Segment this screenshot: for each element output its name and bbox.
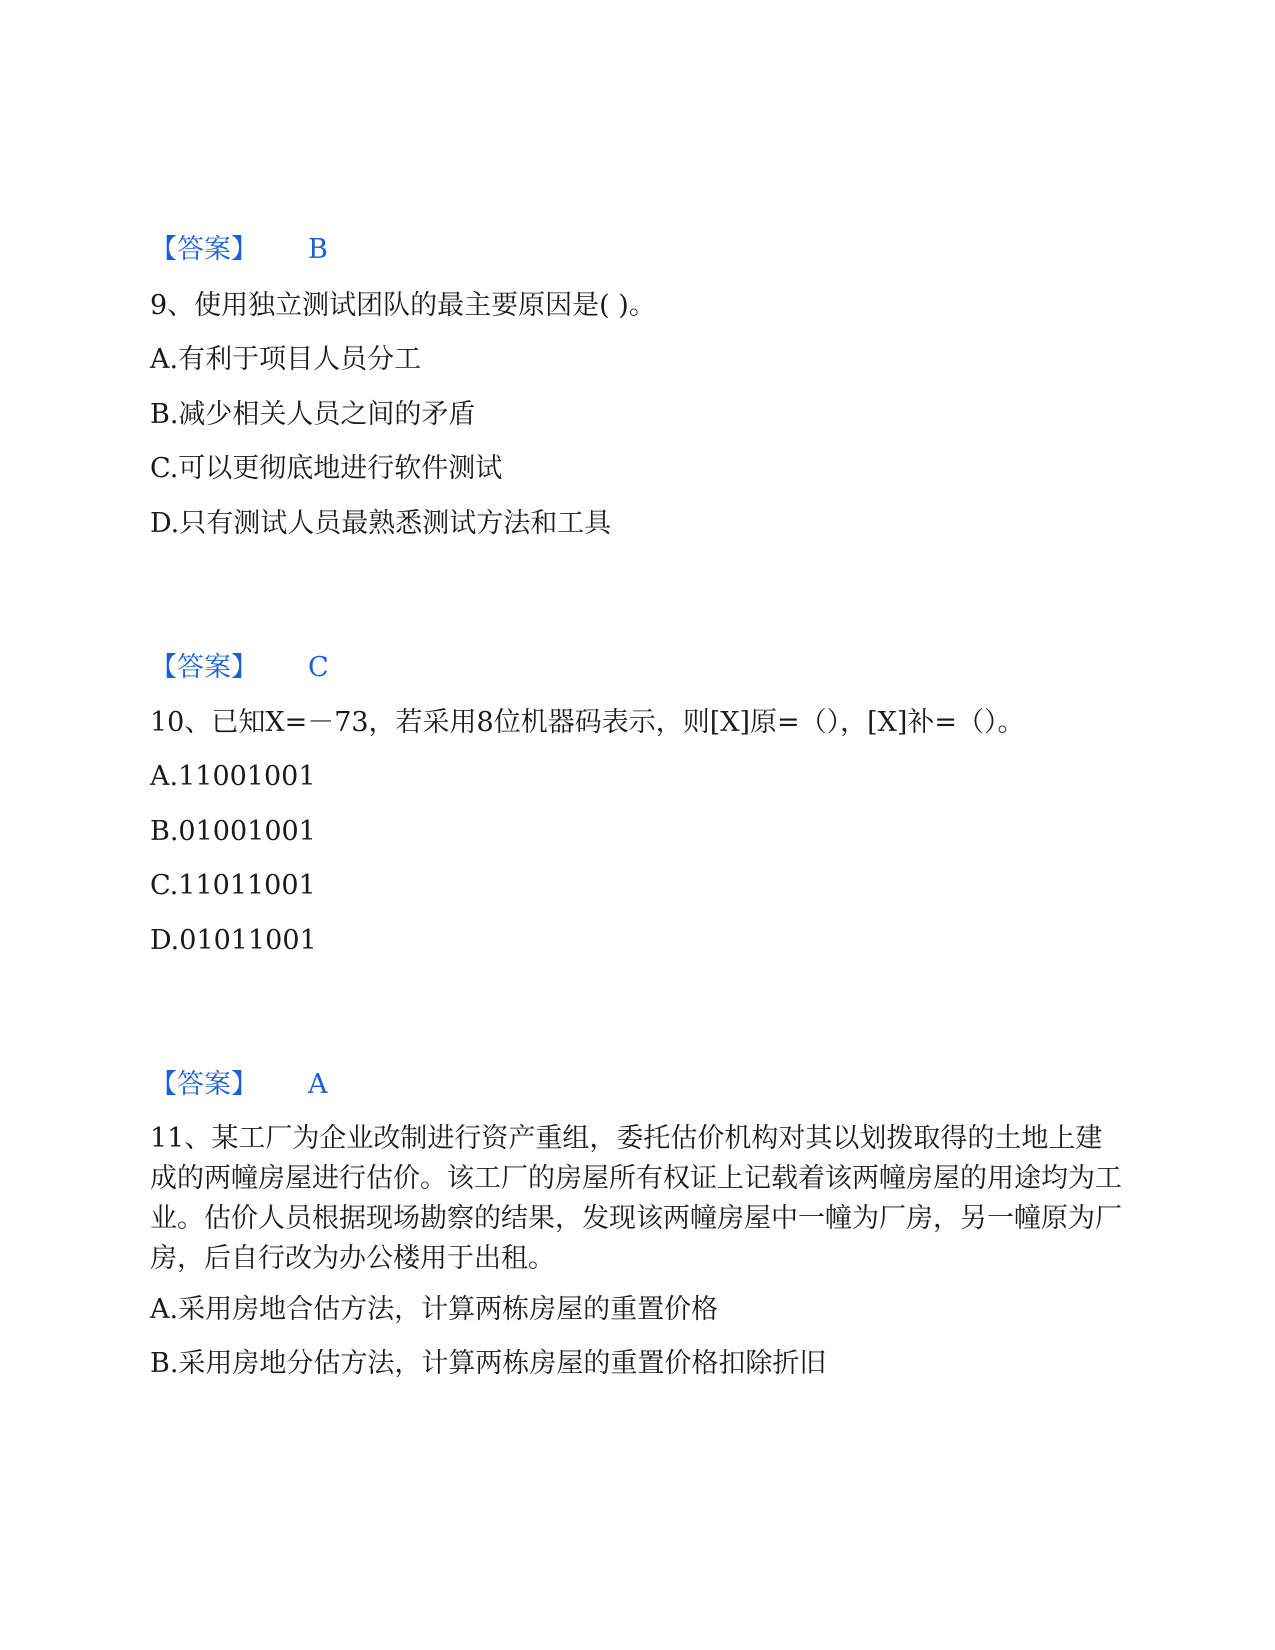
option-d: D.01011001: [150, 925, 317, 956]
answer-value: A: [308, 1069, 328, 1100]
option-b: B.减少相关人员之间的矛盾: [150, 399, 476, 430]
answer-line: [150, 230, 328, 270]
answer-value: B: [308, 234, 328, 265]
answer-label: 【答案】: [150, 1069, 258, 1100]
option-a: A.11001001: [150, 761, 316, 792]
answer-label: 【答案】: [150, 652, 258, 683]
option-c: C.11011001: [150, 870, 316, 901]
question-10: 10、已知X=－73，若采用8位机器码表示，则[X]原=（），[X]补=（）。: [150, 707, 1025, 738]
question-11: 11、某工厂为企业改制进行资产重组，委托估价机构对其以划拨取得的土地上建成的两幢房屋进行估价。该工厂的房屋所有权证上记载着该两幢房屋的用途均为工业。估价人员根据现场勘察的结果，发现该两幢房屋中一幢为厂房，另一幢原为厂房，后自行改为办公楼用于出租。: [150, 1123, 1122, 1274]
option-a: A.采用房地合估方法，计算两栋房屋的重置价格: [150, 1294, 719, 1325]
option-c: C.可以更彻底地进行软件测试: [150, 453, 503, 484]
option-b: B.01001001: [150, 816, 316, 847]
answer-line: [150, 648, 329, 688]
option-a: A.有利于项目人员分工: [150, 344, 422, 375]
question-9: 9、使用独立测试团队的最主要原因是( )。: [150, 290, 656, 321]
option-b: B.采用房地分估方法，计算两栋房屋的重置价格扣除折旧: [150, 1348, 827, 1379]
answer-line: [150, 1065, 328, 1105]
option-d: D.只有测试人员最熟悉测试方法和工具: [150, 508, 612, 539]
answer-label: 【答案】: [150, 234, 258, 265]
answer-value: C: [308, 652, 329, 683]
